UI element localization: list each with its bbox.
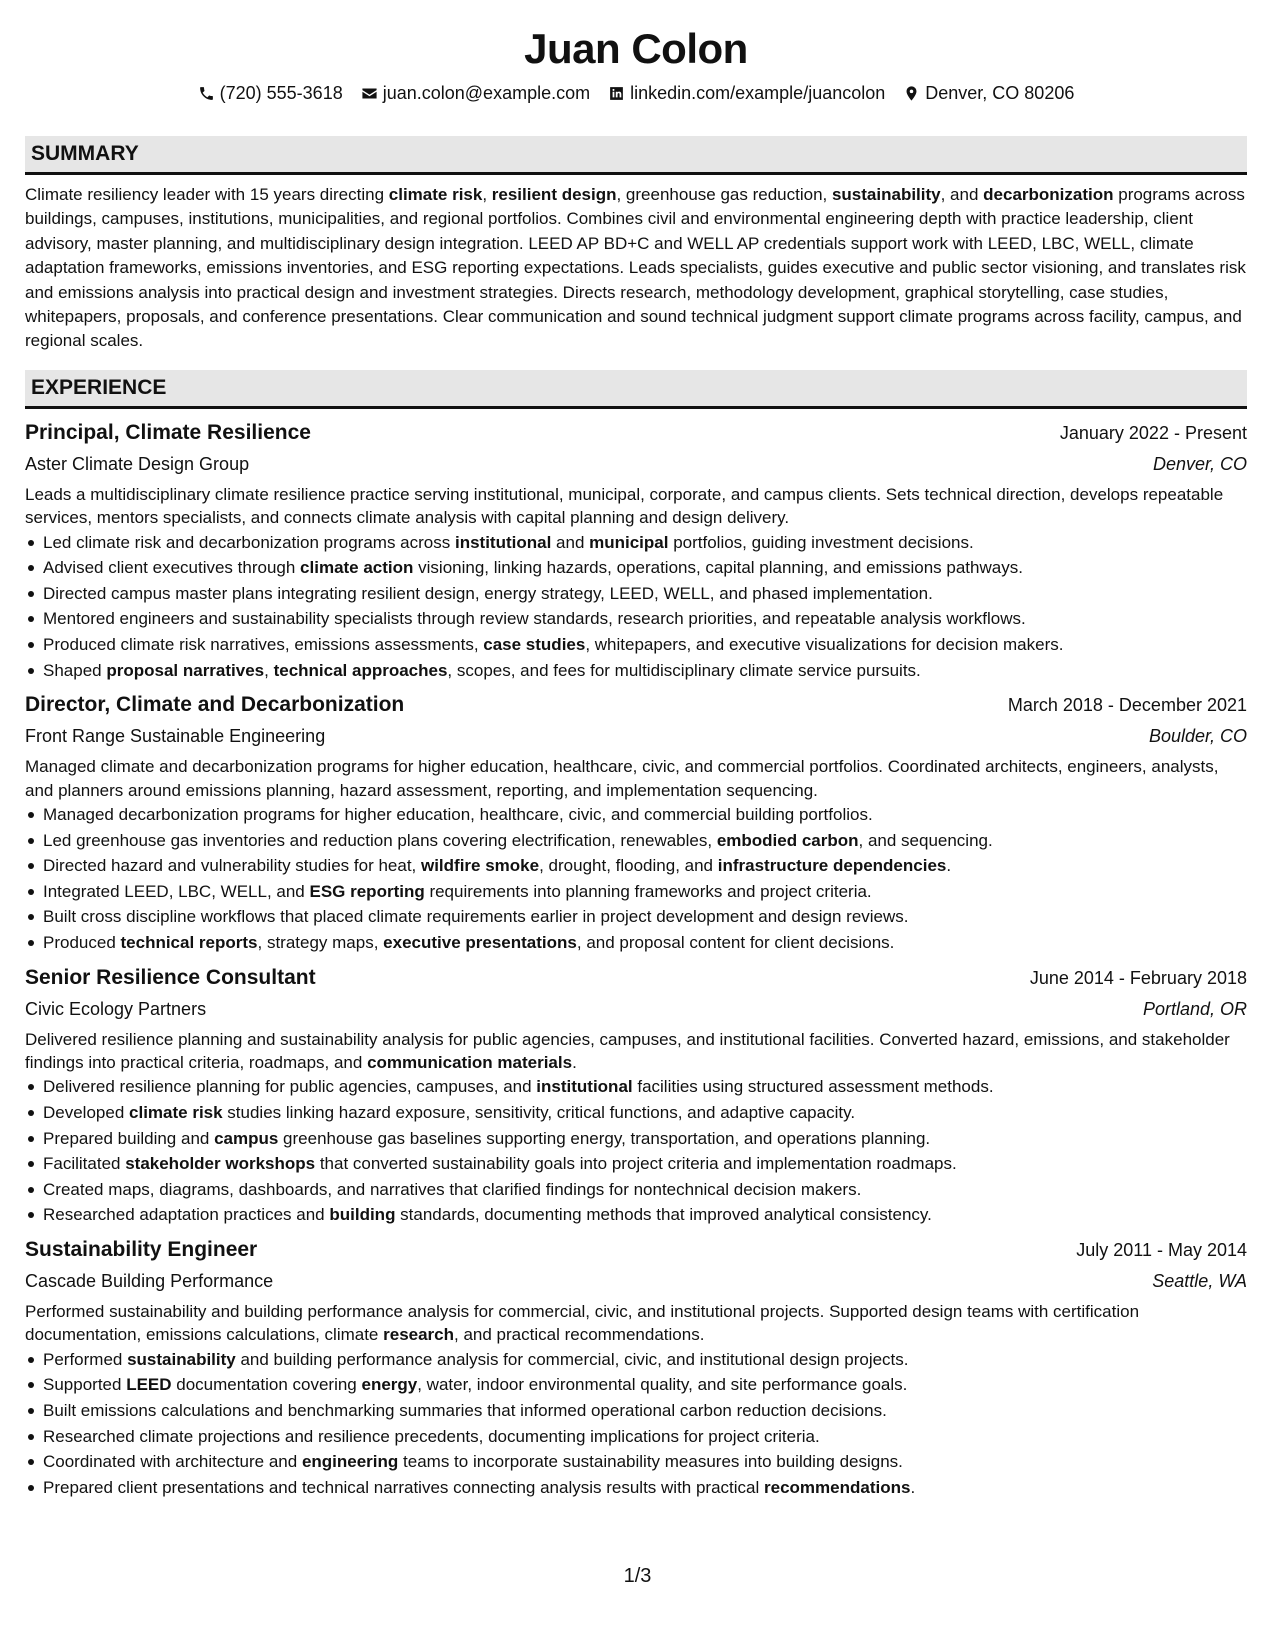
job-dates: January 2022 - Present [1059,422,1247,443]
bold-keyword: institutional [536,1077,633,1097]
bullet-item [25,606,1247,632]
text-segment: Performed [43,1349,128,1369]
text-segment: programs across buildings, campuses, institutions, municipalities, and regional portfolios. Combines civil and environmental engineering depth with practice leadership, client advisory, master planning, and multidisciplinary design integration. LEED AP BD+C and WELL AP credentials support work with LEED, LBC, WELL, climate adaptation frameworks, emissions inventories, and ESG reporting expectations. Leads specialists, guides executive and public sector visioning, and translates risk and emissions analysis into practical design and investment strategies. Directs research, methodology development, graphical storytelling, case studies, whitepapers, proposals, and conference presentations. Clear communication and sound technical judgment support climate programs across facility, campus, and regional scales. [25,185,1246,351]
text-segment: . [910,1477,916,1497]
contact-location [903,83,1074,104]
job-company: Cascade Building Performance [25,1270,274,1291]
job-dates: March 2018 - December 2021 [1007,695,1247,716]
job-entry [25,1234,1247,1500]
experience-heading: EXPERIENCE [25,370,1247,409]
job-entry [25,962,1247,1228]
text-segment: requirements into planning frameworks and project criteria. [424,881,872,901]
text-segment: and [551,532,590,552]
text-segment: standards, documenting methods that improved analytical consistency. [395,1205,932,1225]
text-segment: Delivered resilience planning and sustainability analysis for public agencies, campuses, and institutional facilities. Converted hazard, emissions, and stakeholder findings into practical criteria, roadmaps, and [25,1029,1230,1072]
bullet-item [25,1100,1247,1126]
phone-icon [198,85,215,102]
summary-section [25,136,1247,354]
job-dates: July 2011 - May 2014 [1076,1239,1247,1260]
job-location: Denver, CO [1152,453,1247,474]
text-segment: , scopes, and fees for multidisciplinary climate service pursuits. [447,660,921,680]
summary-text [25,183,1247,354]
summary-heading: SUMMARY [25,136,1247,175]
job-entry [25,417,1247,683]
text-segment: , drought, flooding, and [539,856,718,876]
bullet-item [25,802,1247,828]
text-segment: Integrated LEED, LBC, WELL, and [43,881,310,901]
job-description [25,1028,1247,1075]
job-description [25,483,1247,530]
candidate-name: Juan Colon [524,25,748,72]
bullet-item [25,632,1247,658]
job-bullets [25,1074,1247,1228]
text-segment: Prepared client presentations and technical narratives connecting analysis results with practical [43,1477,764,1497]
text-segment: Delivered resilience planning for public agencies, campuses, and [43,1077,537,1097]
text-segment: Researched climate projections and resilience precedents, documenting implications for project criteria. [43,1426,820,1446]
text-segment: Climate resiliency leader with 15 years directing [25,185,389,204]
text-segment: Led greenhouse gas inventories and reduction plans covering electrification, renewables, [43,830,717,850]
bullet-item [25,930,1247,956]
text-segment: portfolios, guiding investment decisions. [668,532,974,552]
map-pin-icon [903,85,920,102]
job-bullets [25,802,1247,956]
job-company: Civic Ecology Partners [25,998,207,1019]
text-segment: greenhouse gas baselines supporting energy, transportation, and operations planning. [278,1128,931,1148]
job-description [25,755,1247,802]
text-segment: Facilitated [43,1154,126,1174]
text-segment: documentation covering [171,1375,362,1395]
bullet-item [25,530,1247,556]
contact-email[interactable] [361,83,590,104]
email-address[interactable]: juan.colon@example.com [382,82,591,103]
job-title: Sustainability Engineer [25,1237,258,1261]
text-segment: Directed campus master plans integrating resilient design, energy strategy, LEED, WELL, and phased implementation. [43,583,933,603]
text-segment: Researched adaptation practices and [43,1205,330,1225]
phone-number: (720) 555-3618 [219,82,343,103]
bullet-item [25,1347,1247,1373]
text-segment: Produced [43,933,121,952]
text-segment: Mentored engineers and sustainability specialists through review standards, research priorities, and repeatable analysis workflows. [43,609,1026,629]
text-segment: , [482,185,492,204]
bold-keyword: stakeholder workshops [125,1154,316,1174]
bullet-item [25,1449,1247,1475]
job-title: Principal, Climate Resilience [25,420,311,444]
experience-section [25,370,1247,1501]
text-segment: Developed [43,1103,130,1122]
bullet-item [25,828,1247,854]
page-indicator: 1/3 [623,1565,652,1587]
bold-keyword: climate action [300,558,414,578]
bold-keyword: wildfire smoke [420,856,540,876]
resume-page [25,0,1247,1506]
bold-keyword: technical approaches [273,660,448,680]
text-segment: . [946,856,952,876]
bold-keyword: municipal [589,532,669,552]
text-segment: , strategy maps, [257,933,384,952]
contact-phone [198,83,343,104]
text-segment: , and [940,185,984,204]
text-segment: Supported [43,1375,127,1395]
text-segment: , and proposal content for client decisions. [576,933,895,952]
job-dates: June 2014 - February 2018 [1029,967,1247,988]
job-title: Director, Climate and Decarbonization [25,693,405,717]
bullet-item [25,1372,1247,1398]
bold-keyword: executive presentations [383,933,577,952]
bold-keyword: proposal narratives [106,660,265,680]
text-segment: Leads a multidisciplinary climate resilience practice serving institutional, municipal, corporate, and campus clients. Sets technical direction, develops repeatable services, mentors specialists, and connects climate analysis with capital planning and design delivery. [25,484,1224,528]
bold-keyword: energy [361,1375,418,1395]
bullet-item [25,1177,1247,1203]
text-segment: Built emissions calculations and benchmarking summaries that informed operational carbon reduction decisions. [43,1400,887,1420]
bullet-item [25,1475,1247,1501]
contact-bar [25,80,1247,106]
bullet-item [25,1424,1247,1450]
text-segment: Created maps, diagrams, dashboards, and narratives that clarified findings for nontechnical decision makers. [43,1179,862,1199]
bold-keyword: campus [214,1128,279,1148]
text-segment: that converted sustainability goals into project criteria and implementation roadmaps. [315,1154,957,1174]
bold-keyword: resilient design [491,185,617,204]
text-segment: , and practical recommendations. [454,1325,705,1345]
text-segment: , whitepapers, and executive visualizations for decision makers. [585,635,1064,655]
text-segment: , and sequencing. [858,830,993,850]
bold-keyword: climate risk [129,1103,223,1122]
bullet-item [25,1202,1247,1228]
text-segment: Produced climate risk narratives, emissions assessments, [43,635,484,655]
bold-keyword: building [329,1205,396,1225]
job-location: Boulder, CO [1148,726,1247,747]
bold-keyword: institutional [454,532,552,552]
linkedin-icon [608,85,625,102]
bullet-item [25,1126,1247,1152]
text-segment: , [264,660,274,680]
text-segment: Managed decarbonization programs for higher education, healthcare, civic, and commercial building portfolios. [43,805,873,825]
bold-keyword: decarbonization [983,185,1114,204]
bold-keyword: sustainability [127,1349,236,1369]
bold-keyword: ESG reporting [309,881,425,901]
text-segment: Directed hazard and vulnerability studies for heat, [43,856,421,876]
bold-keyword: communication materials [367,1053,573,1072]
text-segment: facilities using structured assessment methods. [632,1077,994,1097]
bullet-item [25,879,1247,905]
bold-keyword: climate risk [388,185,483,204]
linkedin-url[interactable]: linkedin.com/example/juancolon [630,82,886,103]
job-location: Seattle, WA [1152,1270,1247,1291]
bold-keyword: case studies [483,635,586,655]
bold-keyword: technical reports [120,933,258,952]
job-title: Senior Resilience Consultant [25,965,316,989]
text-segment: and building performance analysis for commercial, civic, and institutional design projects. [235,1349,909,1369]
bullet-item [25,581,1247,607]
bold-keyword: LEED [126,1375,172,1395]
text-segment: Performed sustainability and building performance analysis for commercial, civic, and institutional projects. Supported design teams with certification documentation, emissions calculations, climate [25,1301,1140,1345]
bullet-item [25,658,1247,684]
job-company: Front Range Sustainable Engineering [25,726,326,747]
bold-keyword: engineering [301,1452,399,1472]
bullet-item [25,853,1247,879]
bullet-item [25,1398,1247,1424]
location-text: Denver, CO 80206 [925,82,1075,103]
text-segment: Built cross discipline workflows that placed climate requirements earlier in project development and design reviews. [43,907,909,927]
text-segment: visioning, linking hazards, operations, capital planning, and emissions pathways. [413,558,1023,578]
bold-keyword: research [383,1325,455,1345]
job-location: Portland, OR [1142,998,1247,1019]
job-entry [25,689,1247,955]
job-description [25,1300,1247,1347]
bold-keyword: infrastructure dependencies [717,856,947,876]
text-segment: Coordinated with architecture and [43,1452,302,1472]
text-segment: studies linking hazard exposure, sensitivity, critical functions, and adaptive capacity. [222,1103,856,1122]
text-segment: Led climate risk and decarbonization programs across [43,532,455,552]
job-bullets [25,530,1247,684]
job-bullets [25,1347,1247,1501]
text-segment: , greenhouse gas reduction, [616,185,832,204]
envelope-icon [361,85,378,102]
job-company: Aster Climate Design Group [25,453,250,474]
bold-keyword: recommendations [764,1477,911,1497]
bullet-item [25,1074,1247,1100]
bold-keyword: sustainability [831,185,941,204]
text-segment: . [572,1053,577,1072]
text-segment: Advised client executives through [43,558,301,578]
text-segment: Managed climate and decarbonization programs for higher education, healthcare, civic, and commercial portfolios. Coordinated architects, engineers, analysts, and planners around emissions planning, hazard assessment, reporting, and implementation sequencing. [25,757,1219,800]
text-segment: Prepared building and [43,1128,215,1148]
text-segment: Shaped [43,660,107,680]
text-segment: , water, indoor environmental quality, and site performance goals. [417,1375,908,1395]
contact-linkedin[interactable] [608,83,885,104]
bullet-item [25,555,1247,581]
text-segment: teams to incorporate sustainability measures into building designs. [398,1452,903,1472]
bold-keyword: embodied carbon [716,830,859,850]
bullet-item [25,904,1247,930]
bullet-item [25,1151,1247,1177]
